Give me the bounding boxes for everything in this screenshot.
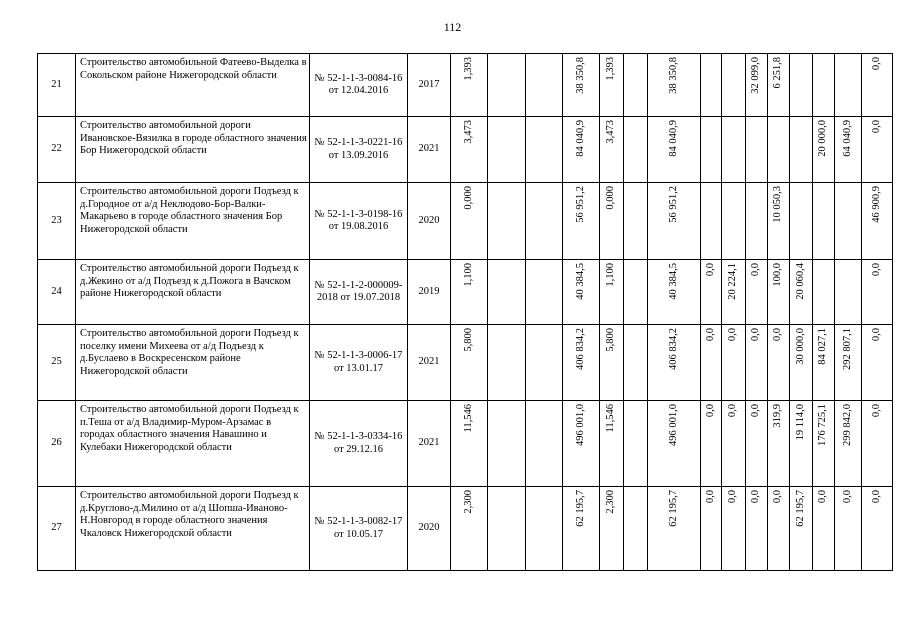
value-cell <box>600 401 624 487</box>
object-name: Строительство автомобильной дороги Подъезд к д.Круглово-д.Милино от а/д Шопша-Иваново-Н.Новгород в городе областного значения Чкаловск Нижегородской области <box>76 487 310 571</box>
value-cell <box>563 54 600 117</box>
value-cell <box>526 325 563 401</box>
value-cell <box>624 117 648 183</box>
value-cell <box>701 401 722 487</box>
value-text: 40 384,5 <box>574 263 586 300</box>
value-text: 38 350,8 <box>667 57 679 94</box>
value-cell <box>862 117 893 183</box>
value-cell <box>488 401 526 487</box>
value-cell <box>813 117 835 183</box>
value-text: 19 114,0 <box>794 404 806 441</box>
object-name: Строительство автомобильной дороги Подъезд к поселку имени Михеева от а/д Подъезд к д.Буслаево в Воскресенском районе Нижегородской области <box>76 325 310 401</box>
value-cell <box>488 117 526 183</box>
page-number: 112 <box>443 20 462 34</box>
completion-year: 2020 <box>408 183 451 260</box>
value-text: 20 224,1 <box>727 263 739 300</box>
value-text: 32 099,0 <box>750 57 762 94</box>
value-cell <box>624 183 648 260</box>
value-text: 0,0 <box>750 328 762 342</box>
row-number: 26 <box>38 401 76 487</box>
investment-table <box>37 53 893 571</box>
value-text: 0,0 <box>870 263 882 277</box>
value-cell <box>648 487 701 571</box>
value-cell <box>600 117 624 183</box>
completion-year: 2020 <box>408 487 451 571</box>
table-row <box>38 117 893 183</box>
value-text: 2,300 <box>605 490 617 514</box>
value-cell <box>526 260 563 325</box>
value-cell <box>451 183 488 260</box>
value-cell <box>488 487 526 571</box>
value-cell <box>624 260 648 325</box>
value-cell <box>746 401 768 487</box>
value-text: 496 001,0 <box>574 404 586 446</box>
value-cell <box>835 401 862 487</box>
value-text: 0,0 <box>870 328 882 342</box>
value-text: 2,300 <box>462 490 474 514</box>
value-cell <box>835 183 862 260</box>
table-row <box>38 260 893 325</box>
value-text: 0,000 <box>605 186 617 210</box>
value-cell <box>648 401 701 487</box>
value-text: 20 060,4 <box>794 263 806 300</box>
value-text: 0,0 <box>772 490 784 504</box>
value-text: 0,0 <box>772 328 784 342</box>
value-text: 0,0 <box>727 404 739 418</box>
value-text: 10 050,3 <box>772 186 784 223</box>
value-text: 84 027,1 <box>817 328 829 365</box>
value-text: 0,0 <box>841 490 853 504</box>
value-cell <box>722 487 746 571</box>
value-text: 0,0 <box>817 490 829 504</box>
expertise-document: № 52-1-1-3-0082-17 от 10.05.17 <box>310 487 408 571</box>
value-text: 62 195,7 <box>794 490 806 527</box>
value-cell <box>790 117 813 183</box>
value-cell <box>835 325 862 401</box>
value-cell <box>488 54 526 117</box>
object-name: Строительство автомобильной дороги Подъезд к п.Теша от а/д Владимир-Муром-Арзамас в городах областного значения Навашино и Кулебаки Нижегородской области <box>76 401 310 487</box>
value-cell <box>648 260 701 325</box>
value-cell <box>488 183 526 260</box>
value-cell <box>746 54 768 117</box>
completion-year: 2021 <box>408 117 451 183</box>
table-row <box>38 325 893 401</box>
value-cell <box>746 260 768 325</box>
value-cell <box>768 260 790 325</box>
value-text: 0,0 <box>750 490 762 504</box>
value-text: 0,000 <box>462 186 474 210</box>
object-name: Строительство автомобильной дороги Ивановское-Вязилка в городе областного значения Бор Нижегородской области <box>76 117 310 183</box>
value-cell <box>722 401 746 487</box>
value-text: 6 251,8 <box>772 57 784 89</box>
value-text: 0,0 <box>750 404 762 418</box>
value-cell <box>488 260 526 325</box>
value-cell <box>451 401 488 487</box>
table-row <box>38 54 893 117</box>
value-cell <box>790 260 813 325</box>
value-text: 40 384,5 <box>667 263 679 300</box>
value-text: 5,800 <box>462 328 474 352</box>
value-text: 84 040,9 <box>574 120 586 157</box>
table-row <box>38 183 893 260</box>
value-text: 20 000,0 <box>817 120 829 157</box>
value-text: 62 195,7 <box>574 490 586 527</box>
value-cell <box>451 54 488 117</box>
value-cell <box>600 54 624 117</box>
value-cell <box>624 401 648 487</box>
value-cell <box>768 487 790 571</box>
value-text: 0,0 <box>727 490 739 504</box>
table-row <box>38 401 893 487</box>
row-number: 22 <box>38 117 76 183</box>
table-row <box>38 487 893 571</box>
value-cell <box>768 401 790 487</box>
expertise-document: № 52-1-1-3-0221-16 от 13.09.2016 <box>310 117 408 183</box>
value-cell <box>722 325 746 401</box>
value-cell <box>648 325 701 401</box>
value-text: 0,0 <box>704 490 716 504</box>
value-cell <box>648 183 701 260</box>
value-cell <box>563 325 600 401</box>
value-cell <box>451 325 488 401</box>
value-cell <box>746 325 768 401</box>
value-text: 1,100 <box>462 263 474 287</box>
completion-year: 2019 <box>408 260 451 325</box>
value-cell <box>563 487 600 571</box>
value-cell <box>701 260 722 325</box>
value-text: 0,0 <box>704 263 716 277</box>
value-text: 0,0 <box>727 328 739 342</box>
value-text: 0,0 <box>870 57 882 71</box>
value-cell <box>648 54 701 117</box>
value-cell <box>451 487 488 571</box>
value-text: 62 195,7 <box>667 490 679 527</box>
value-text: 319,9 <box>772 404 784 428</box>
value-text: 56 951,2 <box>574 186 586 223</box>
value-text: 406 834,2 <box>667 328 679 370</box>
value-cell <box>526 117 563 183</box>
value-cell <box>526 54 563 117</box>
completion-year: 2021 <box>408 325 451 401</box>
value-cell <box>624 325 648 401</box>
value-text: 56 951,2 <box>667 186 679 223</box>
value-cell <box>701 487 722 571</box>
value-cell <box>813 54 835 117</box>
value-cell <box>790 54 813 117</box>
value-cell <box>813 260 835 325</box>
row-number: 27 <box>38 487 76 571</box>
value-text: 292 807,1 <box>841 328 853 370</box>
value-text: 1,393 <box>462 57 474 81</box>
value-text: 0,0 <box>870 404 882 418</box>
value-cell <box>526 487 563 571</box>
value-text: 1,100 <box>605 263 617 287</box>
value-cell <box>768 325 790 401</box>
value-cell <box>813 401 835 487</box>
value-cell <box>624 54 648 117</box>
value-text: 3,473 <box>462 120 474 144</box>
value-cell <box>746 487 768 571</box>
row-number: 23 <box>38 183 76 260</box>
expertise-document: № 52-1-1-3-0084-16 от 12.04.2016 <box>310 54 408 117</box>
value-cell <box>488 325 526 401</box>
value-text: 299 842,0 <box>841 404 853 446</box>
value-cell <box>835 487 862 571</box>
value-cell <box>600 183 624 260</box>
value-cell <box>722 183 746 260</box>
value-cell <box>813 487 835 571</box>
value-text: 176 725,1 <box>817 404 829 446</box>
value-cell <box>790 325 813 401</box>
value-cell <box>600 325 624 401</box>
value-cell <box>722 54 746 117</box>
value-cell <box>563 401 600 487</box>
value-cell <box>701 183 722 260</box>
value-text: 0,0 <box>704 328 716 342</box>
value-text: 11,546 <box>462 404 474 433</box>
value-cell <box>862 54 893 117</box>
value-cell <box>790 487 813 571</box>
value-text: 0,0 <box>870 120 882 134</box>
value-cell <box>768 183 790 260</box>
value-cell <box>790 401 813 487</box>
row-number: 25 <box>38 325 76 401</box>
value-cell <box>746 117 768 183</box>
value-cell <box>862 487 893 571</box>
expertise-document: № 52-1-1-3-0198-16 от 19.08.2016 <box>310 183 408 260</box>
value-text: 30 000,0 <box>794 328 806 365</box>
value-cell <box>624 487 648 571</box>
value-cell <box>701 54 722 117</box>
row-number: 21 <box>38 54 76 117</box>
expertise-document: № 52-1-1-2-000009-2018 от 19.07.2018 <box>310 260 408 325</box>
value-cell <box>526 183 563 260</box>
value-cell <box>701 117 722 183</box>
value-cell <box>790 183 813 260</box>
value-cell <box>563 260 600 325</box>
value-cell <box>768 54 790 117</box>
value-cell <box>701 325 722 401</box>
value-text: 496 001,0 <box>667 404 679 446</box>
value-cell <box>563 117 600 183</box>
value-cell <box>722 117 746 183</box>
value-text: 1,393 <box>605 57 617 81</box>
value-cell <box>600 487 624 571</box>
completion-year: 2017 <box>408 54 451 117</box>
completion-year: 2021 <box>408 401 451 487</box>
value-cell <box>862 325 893 401</box>
value-text: 46 900,9 <box>870 186 882 223</box>
value-cell <box>768 117 790 183</box>
value-text: 11,546 <box>605 404 617 433</box>
value-cell <box>835 54 862 117</box>
value-cell <box>813 325 835 401</box>
value-text: 5,800 <box>605 328 617 352</box>
value-text: 100,0 <box>772 263 784 287</box>
value-cell <box>862 183 893 260</box>
value-cell <box>813 183 835 260</box>
value-cell <box>746 183 768 260</box>
value-text: 0,0 <box>704 404 716 418</box>
value-cell <box>451 260 488 325</box>
value-text: 0,0 <box>750 263 762 277</box>
value-cell <box>862 401 893 487</box>
value-cell <box>648 117 701 183</box>
value-text: 38 350,8 <box>574 57 586 94</box>
expertise-document: № 52-1-1-3-0006-17 от 13.01.17 <box>310 325 408 401</box>
value-cell <box>862 260 893 325</box>
value-text: 406 834,2 <box>574 328 586 370</box>
value-cell <box>835 117 862 183</box>
value-cell <box>722 260 746 325</box>
object-name: Строительство автомобильной дороги Подъезд к д.Городное от а/д Неклюдово-Бор-Валки-Макарьево в городе областного значения Бор Нижегородской области <box>76 183 310 260</box>
value-text: 0,0 <box>870 490 882 504</box>
value-text: 84 040,9 <box>667 120 679 157</box>
expertise-document: № 52-1-1-3-0334-16 от 29.12.16 <box>310 401 408 487</box>
object-name: Строительство автомобильной Фатеево-Выделка в Сокольском районе Нижегородской области <box>76 54 310 117</box>
value-text: 3,473 <box>605 120 617 144</box>
value-cell <box>600 260 624 325</box>
value-text: 64 040,9 <box>841 120 853 157</box>
row-number: 24 <box>38 260 76 325</box>
value-cell <box>563 183 600 260</box>
value-cell <box>835 260 862 325</box>
value-cell <box>451 117 488 183</box>
object-name: Строительство автомобильной дороги Подъезд к д.Жекино от а/д Подъезд к д.Пожога в Вачском районе Нижегородской области <box>76 260 310 325</box>
value-cell <box>526 401 563 487</box>
